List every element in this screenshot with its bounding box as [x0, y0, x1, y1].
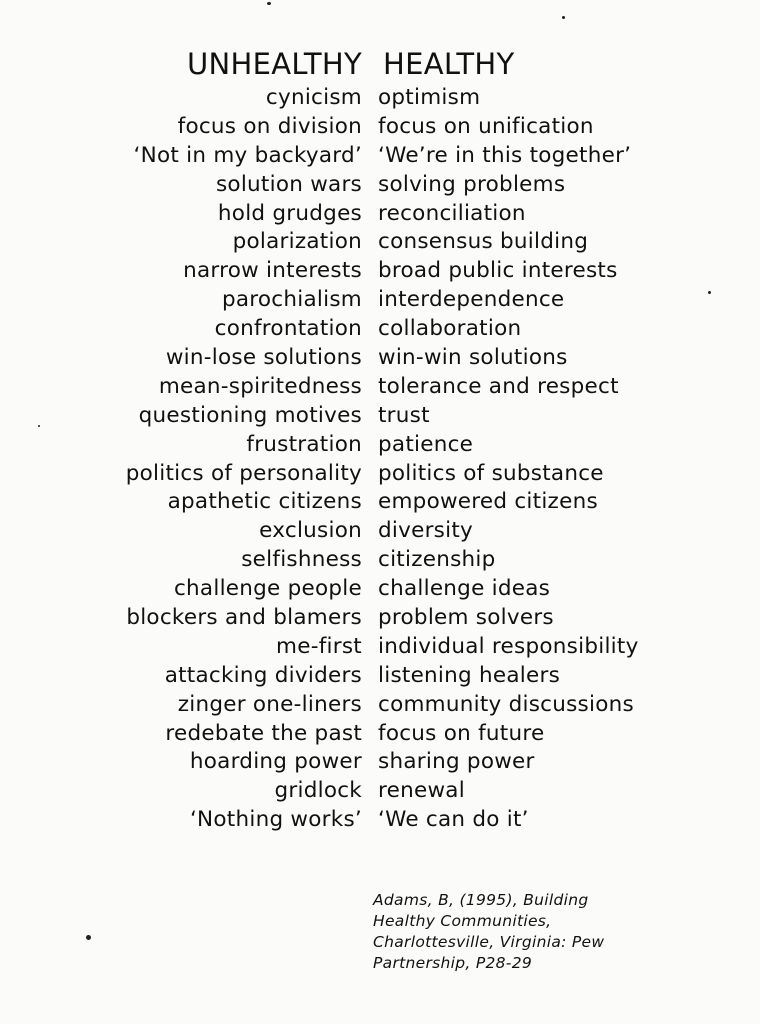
unhealthy-item: exclusion — [259, 518, 362, 544]
comparison-row — [0, 402, 760, 431]
healthy-item: focus on unification — [378, 113, 594, 139]
citation-line: Partnership, P28-29 — [373, 954, 533, 972]
comparison-row — [0, 517, 760, 546]
healthy-item: win-win solutions — [378, 345, 568, 371]
comparison-row — [0, 431, 760, 460]
comparison-row — [0, 228, 760, 257]
column-headings — [0, 46, 760, 82]
comparison-row — [0, 575, 760, 604]
healthy-heading: HEALTHY — [383, 47, 515, 81]
unhealthy-item: me-first — [276, 633, 362, 659]
healthy-item: individual responsibility — [378, 633, 639, 659]
healthy-item: focus on future — [378, 720, 545, 746]
comparison-row — [0, 171, 760, 200]
unhealthy-item: blockers and blamers — [126, 605, 362, 631]
comparison-row — [0, 748, 760, 777]
healthy-item: interdependence — [378, 287, 565, 313]
comparison-row — [0, 488, 760, 517]
comparison-row — [0, 633, 760, 662]
healthy-item: patience — [378, 431, 474, 457]
comparison-list — [0, 84, 760, 835]
unhealthy-item: cynicism — [265, 85, 362, 110]
citation-line: Healthy Communities, — [373, 912, 552, 930]
citation-line: Charlottesville, Virginia: Pew — [373, 933, 605, 951]
healthy-item: collaboration — [378, 316, 522, 342]
healthy-item: reconciliation — [378, 200, 526, 226]
comparison-row — [0, 315, 760, 344]
scan-speck — [86, 935, 91, 940]
unhealthy-item: ‘Not in my backyard’ — [133, 142, 362, 168]
healthy-item: listening healers — [378, 662, 561, 688]
healthy-item: citizenship — [378, 547, 496, 573]
unhealthy-item: focus on division — [177, 113, 362, 139]
scan-speck — [267, 2, 271, 5]
unhealthy-item: redebate the past — [165, 720, 362, 746]
scan-speck — [562, 16, 565, 19]
comparison-row — [0, 113, 760, 142]
healthy-item: community discussions — [378, 691, 634, 717]
comparison-row — [0, 373, 760, 402]
comparison-row — [0, 720, 760, 749]
healthy-item: ‘We’re in this together’ — [378, 142, 632, 168]
unhealthy-item: frustration — [246, 431, 362, 457]
comparison-row — [0, 662, 760, 691]
healthy-item: diversity — [378, 518, 473, 544]
healthy-item: empowered citizens — [378, 489, 598, 515]
scan-speck — [708, 291, 711, 294]
healthy-item: broad public interests — [378, 258, 618, 284]
healthy-item: ‘We can do it’ — [378, 807, 529, 833]
unhealthy-item: mean-spiritedness — [158, 373, 362, 399]
comparison-row — [0, 200, 760, 229]
unhealthy-item: hold grudges — [217, 200, 362, 226]
comparison-row — [0, 604, 760, 633]
citation-line: Adams, B, (1995), Building — [373, 891, 589, 909]
comparison-row — [0, 460, 760, 489]
healthy-item: solving problems — [378, 171, 566, 197]
unhealthy-item: gridlock — [274, 778, 362, 804]
comparison-row — [0, 546, 760, 575]
healthy-item: sharing power — [378, 749, 535, 775]
unhealthy-item: ‘Nothing works’ — [189, 807, 362, 833]
healthy-item: challenge ideas — [378, 576, 551, 602]
comparison-row — [0, 286, 760, 315]
unhealthy-item: confrontation — [214, 316, 362, 342]
comparison-row — [0, 691, 760, 720]
unhealthy-item: polarization — [232, 229, 362, 255]
comparison-row — [0, 257, 760, 286]
unhealthy-item: parochialism — [221, 287, 362, 313]
unhealthy-heading: UNHEALTHY — [187, 47, 362, 81]
unhealthy-item: apathetic citizens — [167, 489, 362, 515]
comparison-row — [0, 142, 760, 171]
comparison-row — [0, 806, 760, 835]
healthy-item: tolerance and respect — [378, 373, 619, 399]
healthy-item: renewal — [378, 778, 465, 804]
unhealthy-item: zinger one-liners — [177, 691, 362, 717]
citation — [373, 890, 703, 974]
unhealthy-item: challenge people — [173, 576, 362, 602]
unhealthy-item: win-lose solutions — [165, 345, 362, 371]
unhealthy-item: hoarding power — [189, 749, 362, 775]
scan-speck — [38, 425, 40, 427]
unhealthy-item: politics of personality — [125, 460, 362, 486]
unhealthy-item: narrow interests — [183, 258, 362, 284]
comparison-row — [0, 344, 760, 373]
healthy-item: problem solvers — [378, 605, 554, 631]
healthy-item: trust — [378, 402, 430, 428]
unhealthy-item: solution wars — [215, 171, 362, 197]
unhealthy-item: attacking dividers — [164, 662, 362, 688]
comparison-row — [0, 84, 760, 113]
healthy-item: consensus building — [378, 229, 589, 255]
comparison-row — [0, 777, 760, 806]
unhealthy-item: selfishness — [241, 547, 362, 573]
healthy-item: optimism — [378, 85, 481, 110]
healthy-item: politics of substance — [378, 460, 604, 486]
unhealthy-item: questioning motives — [138, 402, 362, 428]
